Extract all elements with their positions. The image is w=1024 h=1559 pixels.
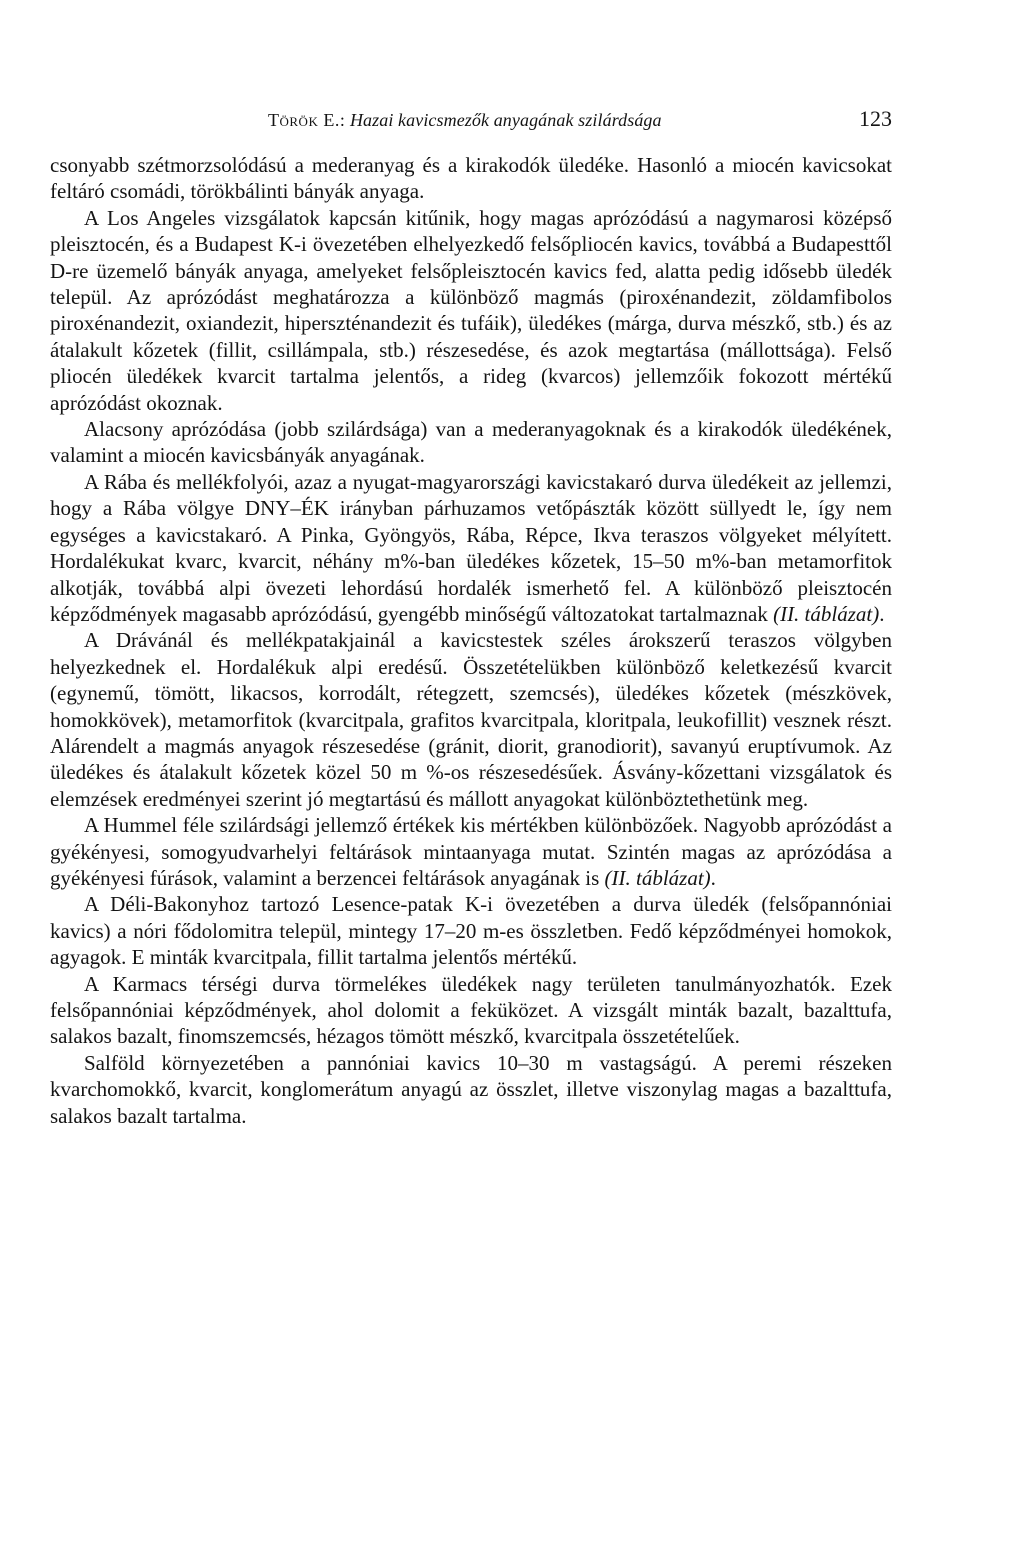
running-title — [268, 110, 662, 131]
paragraph-raba-text: A Rába és mellékfolyói, azaz a nyugat-magyarországi kavicstakaró durva üledékeit az jellemzi, hogy a Rába völgye DNY–ÉK irányban párhuzamos vetőpászták között süllyedt le, így nem egységes a kavicstakaró. A Pinka, Gyöngyös, Rába, Répce, Ikva teraszos völgyeket mélyített. Hordalékukat kvarc, kvarcit, néhány m%-ban üledékes kőzetek, 15–50 m%-ban metamorfitok alkotják, továbbá alpi övezeti lehordású hordalék ismerhető fel. A különböző pleisztocén képződmények magasabb aprózódású, gyengébb minőségű változatokat tartalmaznak — [50, 469, 892, 626]
paragraph-los-angeles: A Los Angeles vizsgálatok kapcsán kitűnik, hogy magas aprózódású a nagymarosi középső pleisztocén, és a Budapest K-i övezetében elhelyezkedő felsőpliocén kavics, továbbá a Budapesttől D-re üzemelő bányák anyaga, amelyeket felsőpleisztocén kavics fed, alatta pedig idősebb üledék települ. Az aprózódást meghatározza a különböző magmás (piroxénandezit, zöldamfibolos piroxénandezit, oxiandezit, hiperszténandezit és tufáik), üledékes (márga, durva mészkő, stb.) és az átalakult kőzetek (fillit, csillámpala, stb.) részesedése, és azok megtartása (mállottsága). Felső pliocén üledékek kvarcit tartalma jelentős, a rideg (kvarcos) jellemzőik fokozott mértékű aprózódást okoznak. — [50, 205, 892, 415]
paragraph-hummel — [50, 812, 892, 891]
paragraph-low-fragmentation: Alacsony aprózódása (jobb szilárdsága) van a mederanyagoknak és a kirakodók üledékének, valamint a miocén kavicsbányák anyagának. — [50, 417, 892, 468]
paragraph-end-mark: . — [879, 601, 885, 626]
running-header — [50, 106, 892, 136]
paragraph-raba — [50, 469, 892, 627]
author-name: Török E.: — [268, 110, 346, 130]
page-number: 123 — [859, 106, 892, 131]
paragraph-salfold: Salföld környezetében a pannóniai kavics 10–30 m vastagságú. A peremi részeken kvarchomokkő, kvarcit, konglomerátum anyagú az összlet, illetve viszonylag magas a bazalttufa, salakos bazalt tartalma. — [50, 1050, 892, 1128]
paragraph-hummel-text: A Hummel féle szilárdsági jellemző értékek kis mértékben különbözőek. Nagyobb aprózódást a gyékényesi, somogyudvarhelyi feltárások mintaanyaga mutat. Szintén magas az aprózódása a gyékényesi fúrások, valamint a berzencei feltárások anyagának is — [50, 813, 892, 890]
body-text — [50, 152, 892, 1129]
paragraph-deli-bakony: A Déli-Bakonyhoz tartozó Lesence-patak K-i övezetében a durva üledék (felsőpannóniai kavics) a nóri fődolomitra települ, mintegy 17–20 m-es összletben. Fedő képződményei homokok, agyagok. E minták kvarcitpala, fillit tartalma jelentős mértékű. — [50, 892, 892, 970]
paragraph-karmacs: A Karmacs térségi durva törmelékes üledékek nagy területen tanulmányozhatók. Ezek felsőpannóniai képződmények, ahol dolomit a feküközet. A vizsgált minták bazalt, bazalttufa, salakos bazalt, finomszemcsés, hézagos tömött mészkő, kvarcitpala összetételűek. — [50, 971, 892, 1049]
article-title: Hazai kavicsmezők anyagának szilárdsága — [349, 110, 662, 130]
paragraph-continuation: csonyabb szétmorzsolódású a mederanyag és a kirakodók üledéke. Hasonló a miocén kavicsokat feltáró csomádi, törökbálinti bányák anyaga. — [50, 153, 892, 204]
table-reference: (II. táblázat) — [773, 601, 880, 626]
paragraph-end-mark: . — [710, 865, 716, 890]
table-reference: (II. táblázat) — [604, 865, 711, 890]
paragraph-drava: A Drávánál és mellékpatakjainál a kavicstestek széles árokszerű teraszos völgyben helyezkednek el. Hordalékuk alpi eredésű. Összetételükben különböző keletkezésű kvarcit (egynemű, tömött, likacsos, korrodált, rétegzett, szemcsés), üledékes kőzetek (mészkövek, homokkövek), metamorfitok (kvarcitpala, grafitos kvarcitpala, kloritpala, leukofillit) vesznek részt. Alárendelt a magmás anyagok részesedése (gránit, diorit, granodiorit), savanyú eruptívumok. Az üledékes és átalakult kőzetek közel 50 m %-os részesedésűek. Ásvány-kőzettani vizsgálatok és elemzések eredményei szerint jó megtartású és mállott anyagokat különböztethetünk meg. — [50, 628, 892, 811]
